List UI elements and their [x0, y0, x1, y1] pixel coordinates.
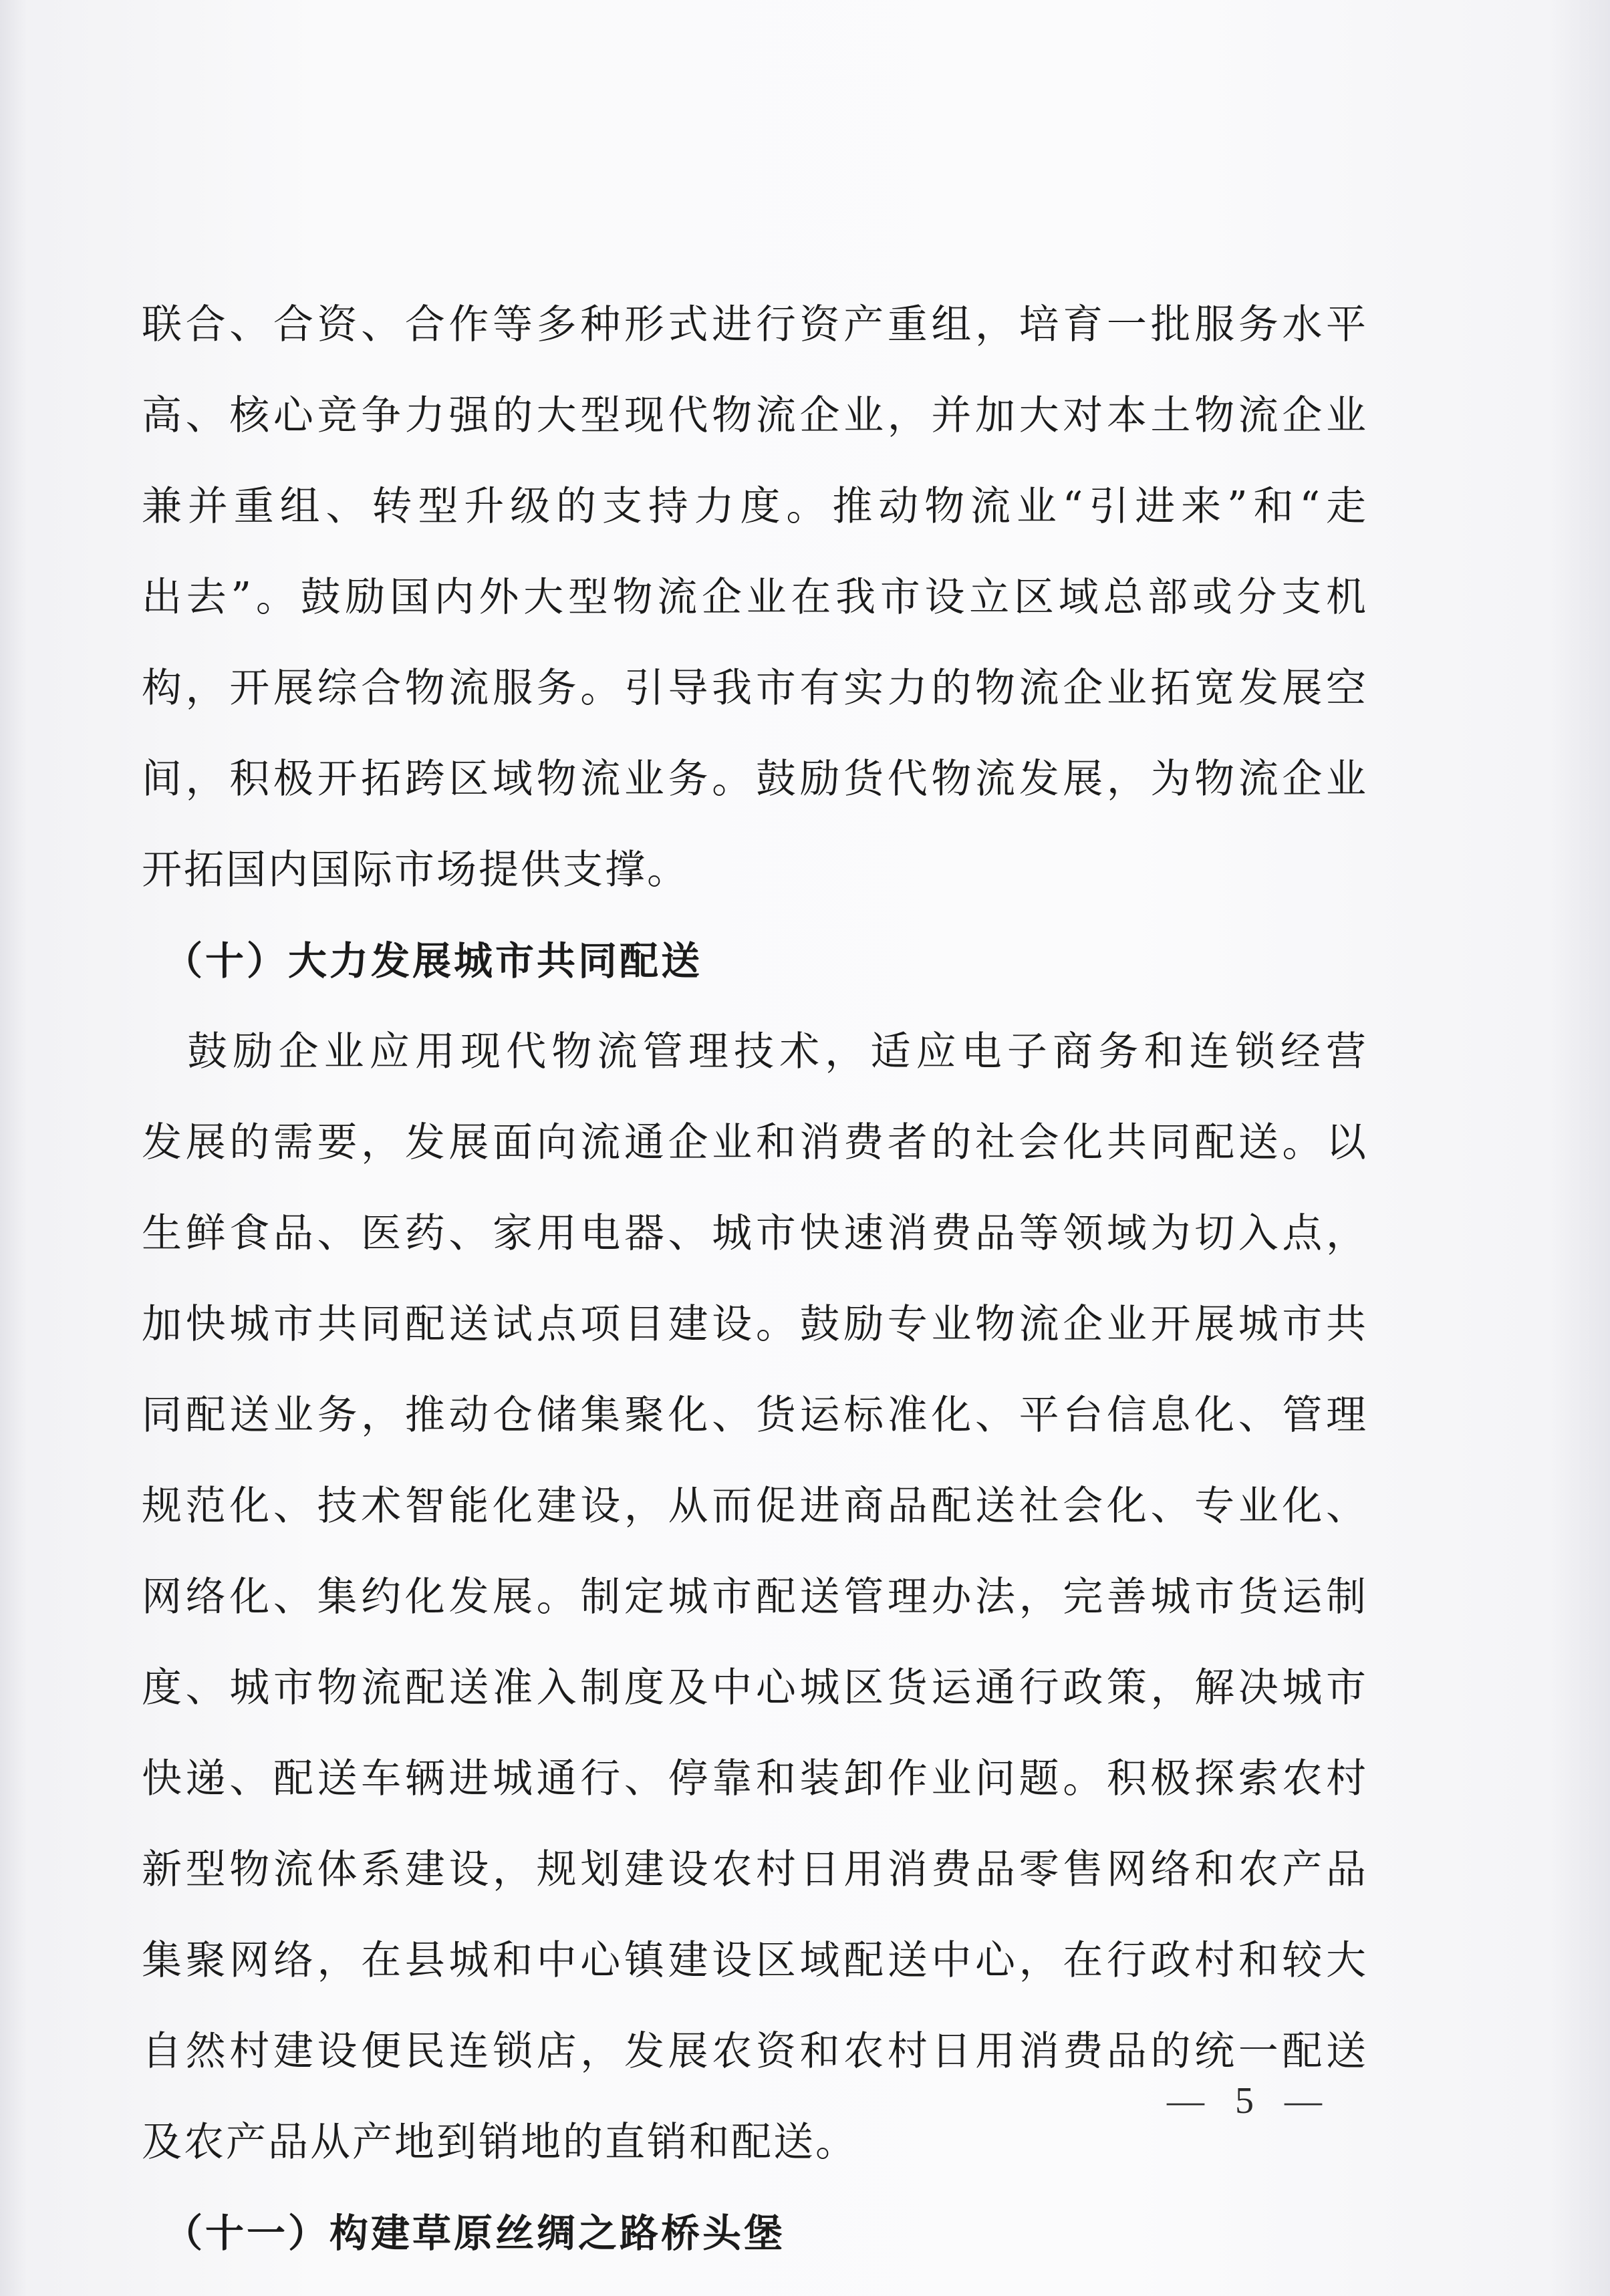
page-number: — 5 — — [1167, 2080, 1333, 2122]
text-line: 构，开展综合物流服务。引导我市有实力的物流企业拓宽发展空 — [142, 665, 1368, 712]
page-edge-shadow-left — [0, 0, 27, 2296]
text-line: 兼并重组、转型升级的支持力度。推动物流业“引进来”和“走 — [142, 483, 1368, 530]
text-line: 联合、合资、合作等多种形式进行资产重组，培育一批服务水平 — [142, 301, 1368, 348]
text-line: 集聚网络，在县城和中心镇建设区域配送中心，在行政村和较大 — [142, 1937, 1368, 1984]
text-line: 出去”。鼓励国内外大型物流企业在我市设立区域总部或分支机 — [142, 574, 1368, 621]
section-heading-10: （十）大力发展城市共同配送 — [142, 938, 703, 984]
text-line: 快递、配送车辆进城通行、停靠和装卸作业问题。积极探索农村 — [142, 1755, 1368, 1802]
text-line: 同配送业务，推动仓储集聚化、货运标准化、平台信息化、管理 — [142, 1392, 1368, 1439]
text-line: 网络化、集约化发展。制定城市配送管理办法，完善城市货运制 — [142, 1574, 1368, 1620]
text-line: 生鲜食品、医药、家用电器、城市快速消费品等领域为切入点， — [142, 1210, 1368, 1257]
text-line: 新型物流体系建设，规划建设农村日用消费品零售网络和农产品 — [142, 1846, 1368, 1893]
page-edge-shadow-right — [1550, 0, 1610, 2296]
text-line: 度、城市物流配送准入制度及中心城区货运通行政策，解决城市 — [142, 1665, 1368, 1711]
text-line: 规范化、技术智能化建设，从而促进商品配送社会化、专业化、 — [142, 1483, 1368, 1530]
text-line: 发展的需要，发展面向流通企业和消费者的社会化共同配送。以 — [142, 1119, 1368, 1166]
paragraph-end-line: 开拓国内国际市场提供支撑。 — [142, 847, 689, 893]
text-line: 高、核心竞争力强的大型现代物流企业，并加大对本土物流企业 — [142, 392, 1368, 439]
section-heading-11: （十一）构建草原丝绸之路桥头堡 — [142, 2210, 786, 2256]
paragraph-end-line: 及农产品从产地到销地的直销和配送。 — [142, 2119, 857, 2166]
text-line: 加快城市共同配送试点项目建设。鼓励专业物流企业开展城市共 — [142, 1301, 1368, 1348]
text-line: 间，积极开拓跨区域物流业务。鼓励货代物流发展，为物流企业 — [142, 756, 1368, 803]
body-text — [142, 279, 1368, 2279]
text-line: 自然村建设便民连锁店，发展农资和农村日用消费品的统一配送 — [142, 2028, 1368, 2075]
text-line: 鼓励企业应用现代物流管理技术，适应电子商务和连锁经营 — [142, 1028, 1368, 1075]
